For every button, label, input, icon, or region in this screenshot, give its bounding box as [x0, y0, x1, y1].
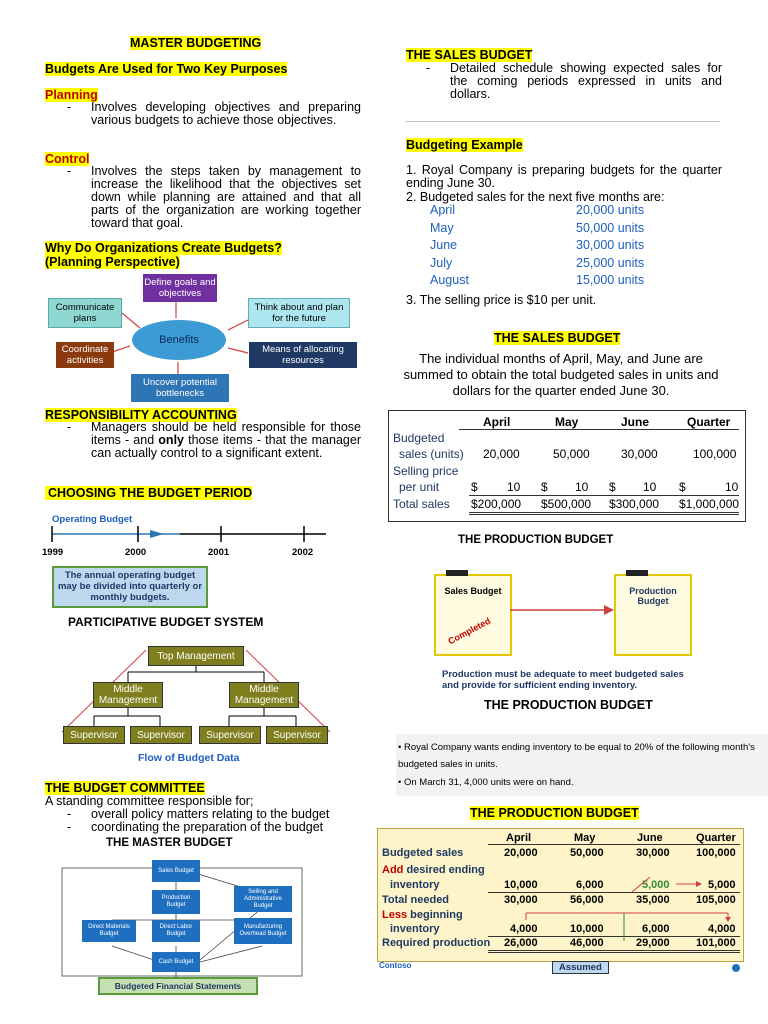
prod-r6-label: inventory	[390, 923, 440, 935]
benefits-center-node: Benefits	[132, 320, 226, 360]
org-middle-management-left: Middle Management	[93, 682, 163, 708]
sales-row2-dollar-may: $	[541, 480, 548, 494]
master-materials-budget: Direct Materials Budget	[82, 920, 136, 942]
production-arrow	[508, 600, 618, 620]
org-top-management: Top Management	[148, 646, 244, 666]
contoso-logo: Contoso	[379, 961, 412, 970]
org-middle-management-right: Middle Management	[229, 682, 299, 708]
sales-table	[388, 410, 746, 522]
sales-row3-june: $300,000	[609, 497, 660, 511]
production-budget-heading: THE PRODUCTION BUDGET	[458, 534, 614, 546]
sales-row2-april: 10	[507, 480, 521, 494]
budget-committee-text: A standing committee responsible for;	[45, 794, 254, 808]
org-supervisor-1: Supervisor	[63, 726, 125, 744]
sales-row2-quarter: 10	[725, 480, 739, 494]
sales-header-june: June	[621, 415, 650, 429]
prod-r6-april: 4,000	[510, 923, 538, 935]
prod-r6-june: 6,000	[642, 923, 670, 935]
org-supervisor-4: Supervisor	[266, 726, 328, 744]
master-production-budget: Production Budget	[152, 890, 200, 914]
benefits-coordinate-node: Coordinate activities	[56, 342, 114, 368]
sales-budget-card: Sales Budget Completed	[434, 574, 512, 656]
example-point-2: 2. Budgeted sales for the next five months are:	[406, 190, 665, 204]
responsibility-text: - Managers should be held responsible for those items - and only those items - that the manager can actually control to a significant extent.	[67, 420, 361, 460]
timeline-year-2000: 2000	[125, 547, 147, 558]
master-overhead-budget: Manufacturing Overhead Budget	[234, 918, 292, 944]
timeline-year-2002: 2002	[292, 547, 314, 558]
prod-r3-june: 5,000	[642, 879, 670, 891]
org-caption: Flow of Budget Data	[138, 752, 240, 764]
prod-r7-quarter: 101,000	[696, 937, 736, 949]
prod-r4-label: Total needed	[382, 894, 450, 906]
sales-row1-quarter: 100,000	[693, 447, 737, 461]
planning-heading: Planning	[45, 88, 98, 102]
sales-row3-quarter: $1,000,000	[679, 497, 740, 511]
prod-r3-april: 10,000	[504, 879, 538, 891]
prod-r4-april: 30,000	[504, 894, 538, 906]
prod-r7-label: Required production	[382, 937, 491, 949]
sales-row2-label-a: Selling price	[393, 464, 459, 478]
sales-header-quarter: Quarter	[687, 415, 731, 429]
master-budgeting-title: MASTER BUDGETING	[130, 36, 262, 50]
org-supervisor-3: Supervisor	[199, 726, 261, 744]
sales-row1-april: 20,000	[483, 447, 520, 461]
prod-r1-june: 30,000	[636, 847, 670, 859]
sales-budget-heading: THE SALES BUDGET	[406, 48, 533, 62]
sales-budget-heading-2: THE SALES BUDGET	[494, 331, 621, 345]
timeline-note: The annual operating budget may be divided into quarterly or monthly budgets.	[52, 566, 208, 608]
prod-r1-label: Budgeted sales	[382, 847, 464, 859]
committee-item-2: - coordinating the preparation of the budget	[67, 820, 324, 834]
benefits-communicate-node: Communicate plans	[48, 298, 122, 328]
month-row-may: May 50,000 units	[430, 220, 645, 235]
timeline-year-2001: 2001	[208, 547, 230, 558]
production-budget-heading-3: THE PRODUCTION BUDGET	[470, 806, 639, 820]
sales-row2-dollar-april: $	[471, 480, 478, 494]
sales-row2-may: 10	[575, 480, 589, 494]
prod-r7-april: 26,000	[504, 937, 538, 949]
committee-item-1: - overall policy matters relating to the budget	[67, 807, 330, 821]
prod-r2-label: Add desired ending	[382, 864, 485, 876]
prod-r3-label: inventory	[390, 879, 440, 891]
sales-row3-label: Total sales	[393, 497, 450, 511]
prod-r6-may: 10,000	[570, 923, 604, 935]
sales-header-april: April	[483, 415, 511, 429]
prod-header-quarter: Quarter	[696, 832, 736, 844]
benefits-think-node: Think about and plan for the future	[248, 298, 350, 328]
prod-header-june: June	[637, 832, 663, 844]
sales-row2-label-b: per unit	[399, 480, 440, 494]
responsibility-heading: RESPONSIBILITY ACCOUNTING	[45, 408, 237, 422]
sales-row3-may: $500,000	[541, 497, 592, 511]
prod-r6-quarter: 4,000	[708, 923, 736, 935]
example-point-1: 1. Royal Company is preparing budgets for the quarter ending June 30.	[406, 163, 722, 190]
prod-table-arrows	[378, 829, 743, 961]
prod-r4-may: 56,000	[570, 894, 604, 906]
purposes-heading: Budgets Are Used for Two Key Purposes	[45, 62, 288, 76]
month-row-july: July 25,000 units	[430, 255, 645, 270]
prod-header-may: May	[574, 832, 596, 844]
master-labor-budget: Direct Labor Budget	[152, 920, 200, 942]
month-row-april: April 20,000 units	[430, 203, 645, 217]
participative-heading: PARTICIPATIVE BUDGET SYSTEM	[68, 615, 264, 629]
timeline-label: Operating Budget	[52, 514, 133, 525]
sales-header-may: May	[555, 415, 579, 429]
prod-header-april: April	[506, 832, 532, 844]
prod-r3-may: 6,000	[576, 879, 604, 891]
sales-row2-june: 10	[643, 480, 657, 494]
master-selling-admin-budget: Selling and Administrative Budget	[234, 886, 292, 912]
month-row-august: August 15,000 units	[430, 273, 645, 287]
sales-budget-text: - Detailed schedule showing expected sales for the coming periods expressed in units and dollars.	[426, 61, 722, 101]
prod-r4-quarter: 105,000	[696, 894, 736, 906]
prod-r1-quarter: 100,000	[696, 847, 736, 859]
sales-row2-dollar-quarter: $	[679, 480, 686, 494]
sales-row1-label-a: Budgeted	[393, 431, 445, 445]
prod-r7-june: 29,000	[636, 937, 670, 949]
control-heading: Control	[45, 152, 90, 166]
page-dot-icon	[732, 964, 740, 972]
sales-row3-april: $200,000	[471, 497, 522, 511]
production-caption: Production must be adequate to meet budgeted sales and provide for sufficient ending inventory.	[442, 669, 684, 691]
section-divider	[406, 121, 720, 122]
benefits-define-node: Define goals and objectives	[143, 274, 217, 302]
assumed-label: Assumed	[552, 961, 609, 974]
production-table	[377, 828, 744, 962]
production-bullet-2: • On March 31, 4,000 units were on hand.	[398, 777, 574, 788]
planning-text: - Involves developing objectives and preparing various budgets to achieve those objectives.	[67, 100, 361, 127]
control-text: - Involves the steps taken by management to increase the likelihood that the objectives set down while planning are attained and that all parts of the organization are working together toward that goal.	[67, 164, 361, 230]
production-bullet-1: • Royal Company wants ending inventory to be equal to 20% of the following month's budgeted sales in units.	[398, 742, 755, 770]
master-sales-budget: Sales Budget	[152, 860, 200, 882]
timeline-year-1999: 1999	[42, 547, 64, 558]
budgeting-example-heading: Budgeting Example	[406, 138, 523, 152]
master-financial-statements: Budgeted Financial Statements	[98, 977, 258, 995]
sales-row1-may: 50,000	[553, 447, 590, 461]
benefits-means-node: Means of allocating resources	[249, 342, 357, 368]
sales-summary: The individual months of April, May, and June are summed to obtain the total budgeted sales in units and dollars for the quarter ended June 30.	[403, 351, 719, 398]
prod-r3-quarter: 5,000	[708, 879, 736, 891]
prod-r1-may: 50,000	[570, 847, 604, 859]
completed-stamp: Completed	[446, 615, 493, 647]
prod-r5-label: Less beginning	[382, 909, 463, 921]
budget-committee-heading: THE BUDGET COMMITTEE	[45, 781, 205, 795]
example-point-3: 3. The selling price is $10 per unit.	[406, 293, 597, 307]
benefits-uncover-node: Uncover potential bottlenecks	[131, 374, 229, 402]
sales-row2-dollar-june: $	[609, 480, 616, 494]
prod-r1-april: 20,000	[504, 847, 538, 859]
why-heading: Why Do Organizations Create Budgets? (Planning Perspective)	[45, 241, 282, 269]
production-budget-card: Production Budget	[614, 574, 692, 656]
months-list	[430, 203, 644, 291]
master-budget-title: THE MASTER BUDGET	[106, 837, 233, 849]
timeline-axis	[40, 520, 340, 550]
sales-row1-june: 30,000	[621, 447, 658, 461]
sales-row1-label-b: sales (units)	[399, 447, 464, 461]
prod-r4-june: 35,000	[636, 894, 670, 906]
budget-period-heading: CHOOSING THE BUDGET PERIOD	[45, 486, 252, 500]
org-supervisor-2: Supervisor	[130, 726, 192, 744]
prod-r7-may: 46,000	[570, 937, 604, 949]
month-row-june: June 30,000 units	[430, 238, 645, 252]
production-budget-heading-2: THE PRODUCTION BUDGET	[484, 698, 653, 712]
master-cash-budget: Cash Budget	[152, 952, 200, 972]
